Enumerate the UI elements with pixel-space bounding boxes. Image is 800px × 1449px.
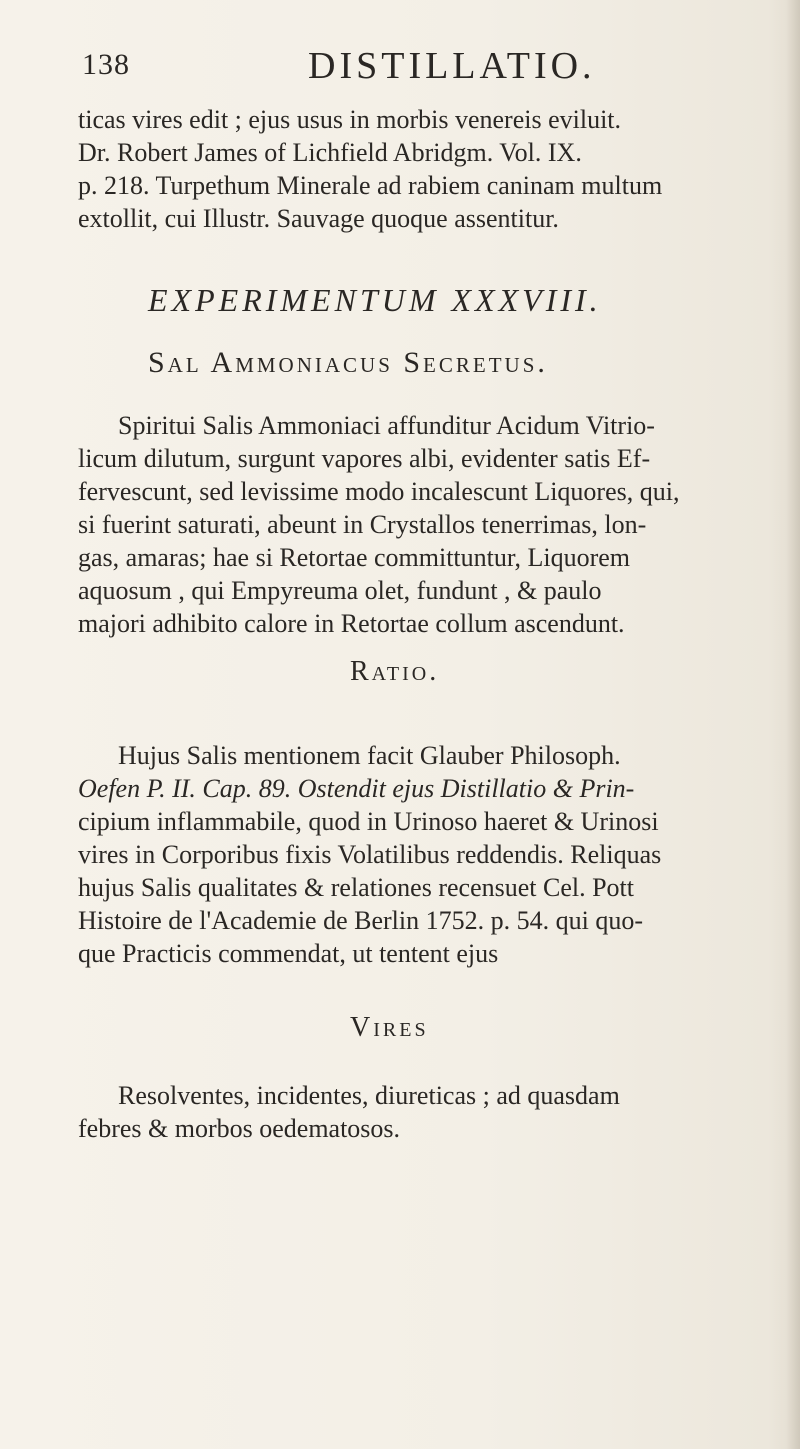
experiment-line: aquosum , qui Empyreuma olet, fundunt , & paulo [78,576,602,605]
ratio-line: Oefen P. II. Cap. 89. Ostendit ejus Distillatio & Prin- [78,774,635,803]
page-number: 138 [82,48,130,81]
experiment-line: si fuerint saturati, abeunt in Crystallos tenerrimas, lon- [78,510,647,539]
vires-line: Resolventes, incidentes, diureticas ; ad quasdam [118,1081,620,1110]
experiment-line: Spiritui Salis Ammoniaci affunditur Acidum Vitrio- [118,411,655,440]
ratio-line: cipium inflammabile, quod in Urinoso haeret & Urinosi [78,807,659,836]
experiment-subtitle: Sal Ammoniacus Secretus. [148,346,548,379]
experiment-line: majori adhibito calore in Retortae collum ascendunt. [78,609,625,638]
ratio-line: Hujus Salis mentionem facit Glauber Philosoph. [118,741,621,770]
experiment-line: fervescunt, sed levissime modo incalescunt Liquores, qui, [78,477,680,506]
ratio-line: hujus Salis qualitates & relationes recensuet Cel. Pott [78,873,635,902]
vires-heading: Vires [350,1012,429,1043]
experiment-title: EXPERIMENTUM XXXVIII. [148,282,602,318]
intro-line: Dr. Robert James of Lichfield Abridgm. Vol. IX. [78,138,582,167]
intro-line: p. 218. Turpethum Minerale ad rabiem caninam multum [78,171,663,200]
experiment-line: gas, amaras; hae si Retortae committuntur, Liquorem [78,543,631,572]
ratio-line: vires in Corporibus fixis Volatilibus reddendis. Reliquas [78,840,662,869]
page-edge-shadow [786,0,800,1449]
running-head: DISTILLATIO. [308,45,596,87]
ratio-heading: Ratio. [350,656,440,687]
ratio-line: Histoire de l'Academie de Berlin 1752. p. 54. qui quo- [78,906,644,935]
ratio-line: que Practicis commendat, ut tentent ejus [78,939,499,968]
intro-line: ticas vires edit ; ejus usus in morbis venereis eviluit. [78,105,622,134]
experiment-line: licum dilutum, surgunt vapores albi, evidenter satis Ef- [78,444,651,473]
intro-line: extollit, cui Illustr. Sauvage quoque assentitur. [78,204,559,233]
vires-line: febres & morbos oedematosos. [78,1114,401,1143]
